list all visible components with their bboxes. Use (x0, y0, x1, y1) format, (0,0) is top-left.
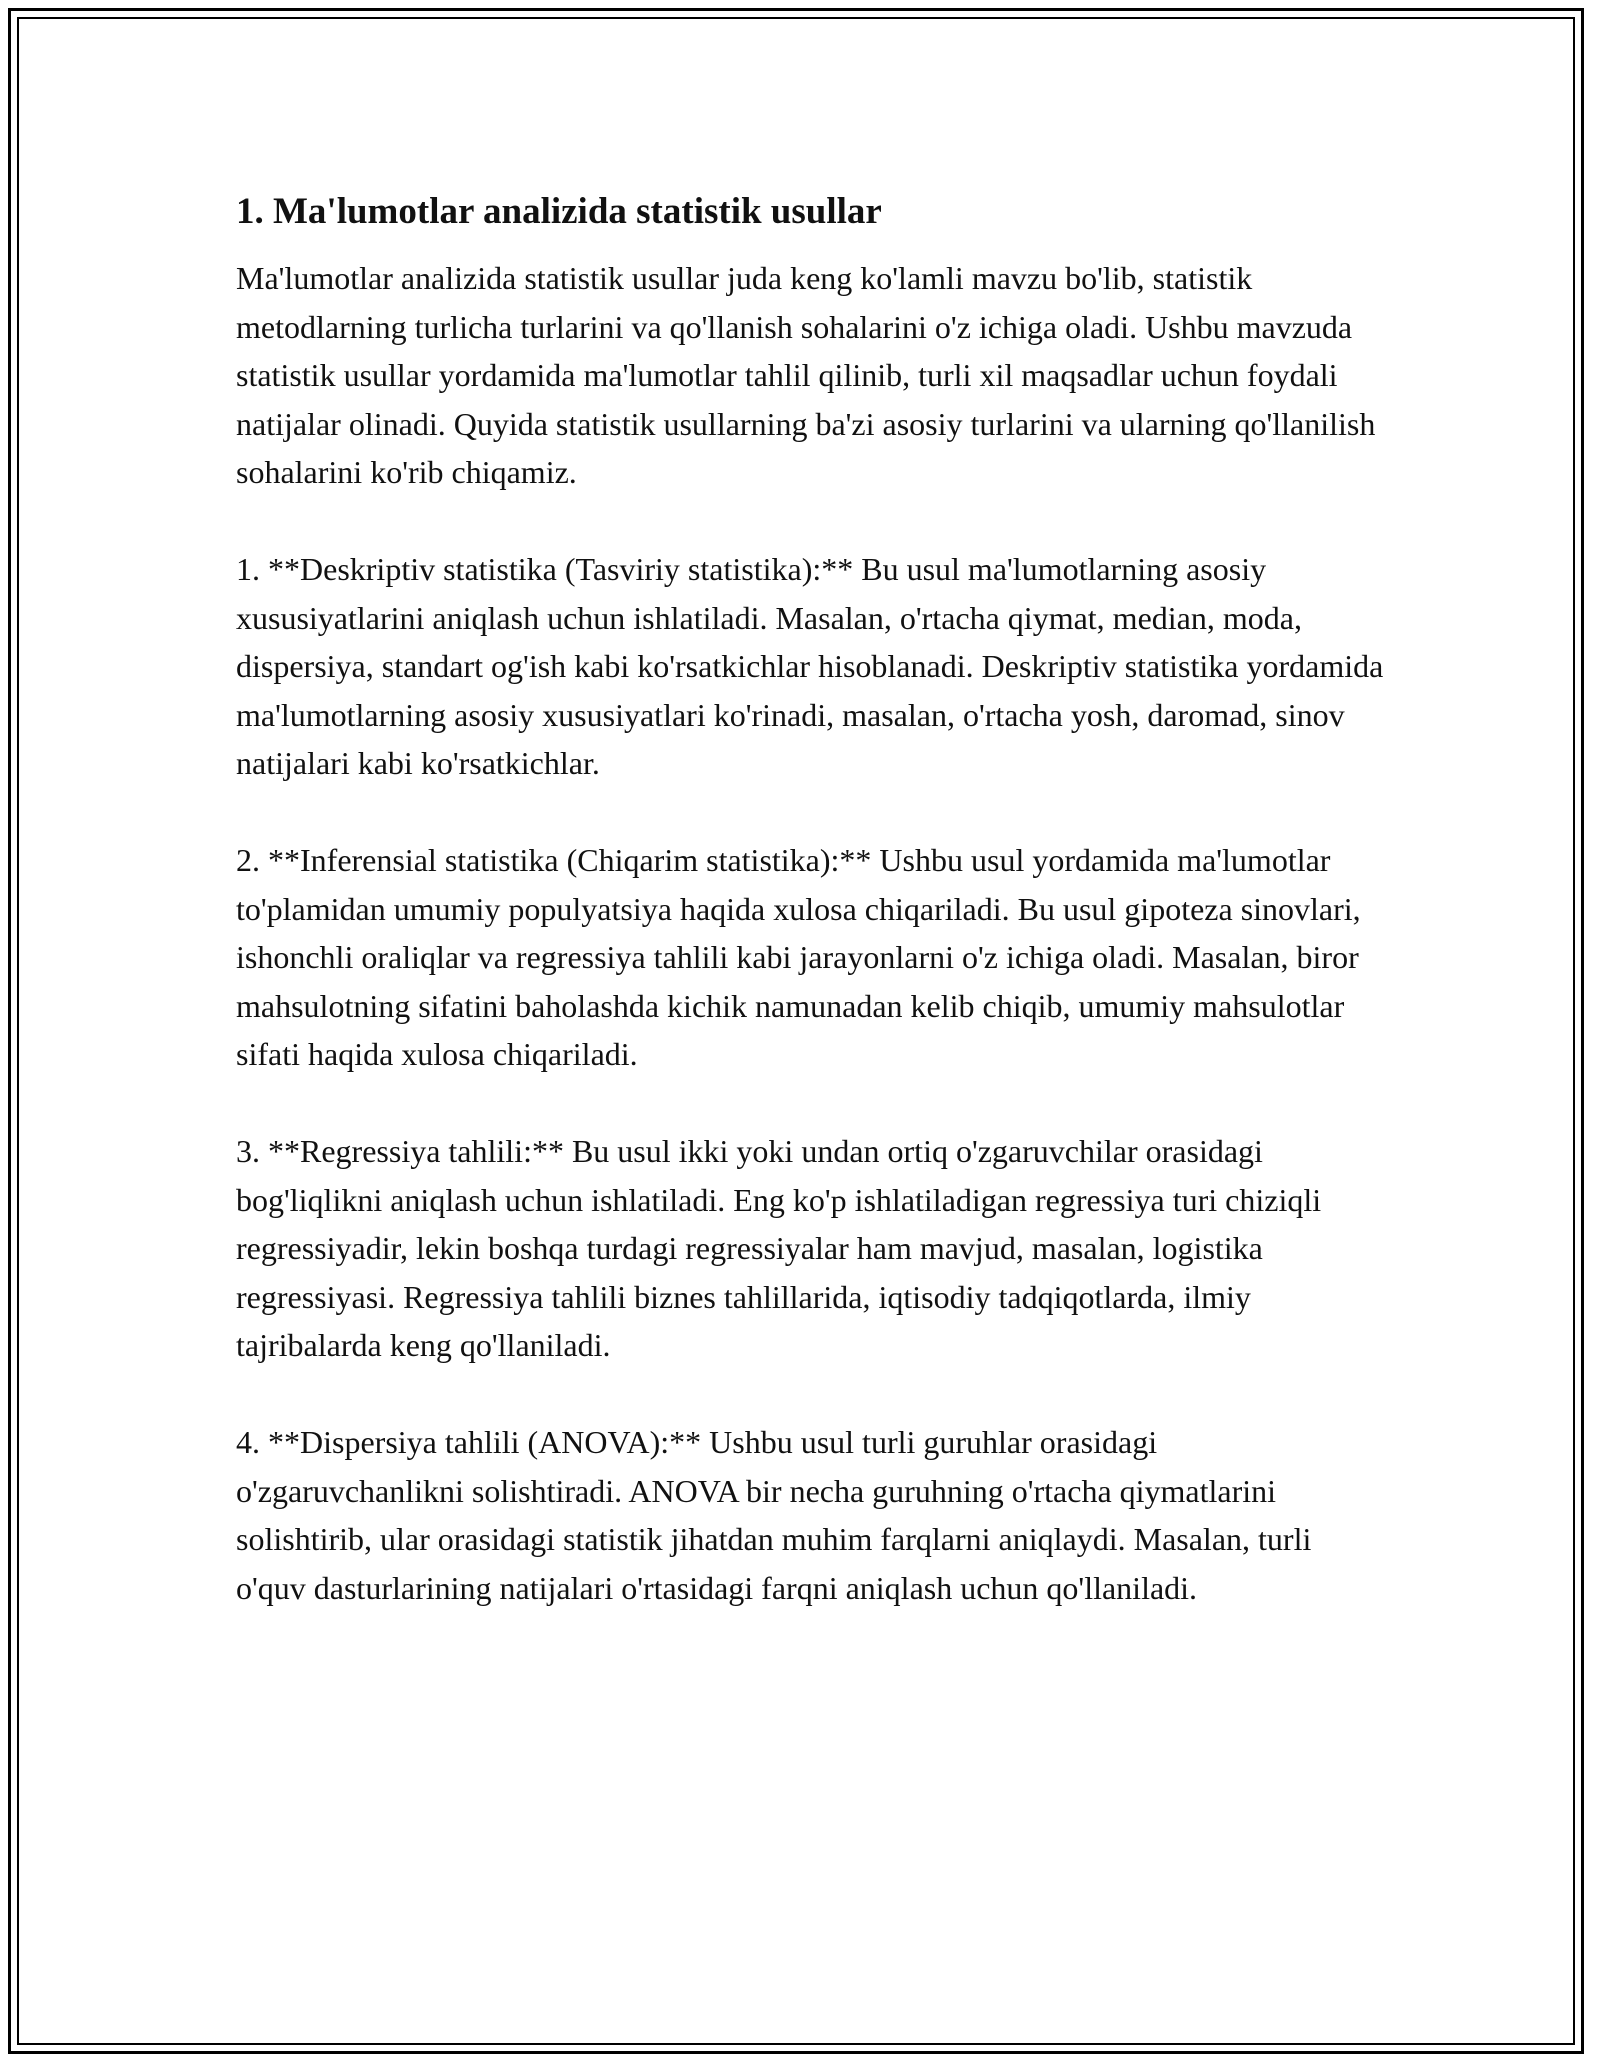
paragraph-regression-analysis: 3. **Regressiya tahlili:** Bu usul ikki yoki undan ortiq o'zgaruvchilar orasidagi bog'liqlikni aniqlash uchun ishlatiladi. Eng ko'p ishlatiladigan regressiya turi chiziqli regressiyadir, lekin boshqa turdagi regressiyalar ham mavjud, masalan, logistika regressiyasi. Regressiya tahlili biznes tahlillarida, iqtisodiy tadqiqotlarda, ilmiy tajribalarda keng qo'llaniladi. (236, 1133, 1322, 1363)
paragraph-descriptive-statistics: 1. **Deskriptiv statistika (Tasviriy statistika):** Bu usul ma'lumotlarning asosiy xususiyatlarini aniqlash uchun ishlatiladi. Masalan, o'rtacha qiymat, median, moda, dispersiya, standart og'ish kabi ko'rsatkichlar hisoblanadi. Deskriptiv statistika yordamida ma'lumotlarning asosiy xususiyatlari ko'rinadi, masalan, o'rtacha yosh, daromad, sinov natijalari kabi ko'rsatkichlar. (236, 551, 1384, 781)
document-title: 1. Ma'lumotlar analizida statistik usullar (236, 191, 882, 232)
intro-paragraph: Ma'lumotlar analizida statistik usullar juda keng ko'lamli mavzu bo'lib, statistik metodlarning turlicha turlarini va qo'llanish sohalarini o'z ichiga oladi. Ushbu mavzuda statistik usullar yordamida ma'lumotlar tahlil qilinib, turli xil maqsadlar uchun foydali natijalar olinadi. Quyida statistik usullarning ba'zi asosiy turlarini va ularning qo'llanilish sohalarini ko'rib chiqamiz. (236, 260, 1376, 490)
paragraph-anova: 4. **Dispersiya tahlili (ANOVA):** Ushbu usul turli guruhlar orasidagi o'zgaruvchanlikni solishtiradi. ANOVA bir necha guruhning o'rtacha qiymatlarini solishtirib, ular orasidagi statistik jihatdan muhim farqlarni aniqlaydi. Masalan, turli o'quv dasturlarining natijalari o'rtasidagi farqni aniqlash uchun qo'llaniladi. (236, 1424, 1312, 1606)
paragraph-inferential-statistics: 2. **Inferensial statistika (Chiqarim statistika):** Ushbu usul yordamida ma'lumotlar to'plamidan umumiy populyatsiya haqida xulosa chiqariladi. Bu usul gipoteza sinovlari, ishonchli oraliqlar va regressiya tahlili kabi jarayonlarni o'z ichiga oladi. Masalan, biror mahsulotning sifatini baholashda kichik namunadan kelib chiqib, umumiy mahsulotlar sifati haqida xulosa chiqariladi. (236, 842, 1361, 1072)
document-body (236, 186, 1386, 1661)
